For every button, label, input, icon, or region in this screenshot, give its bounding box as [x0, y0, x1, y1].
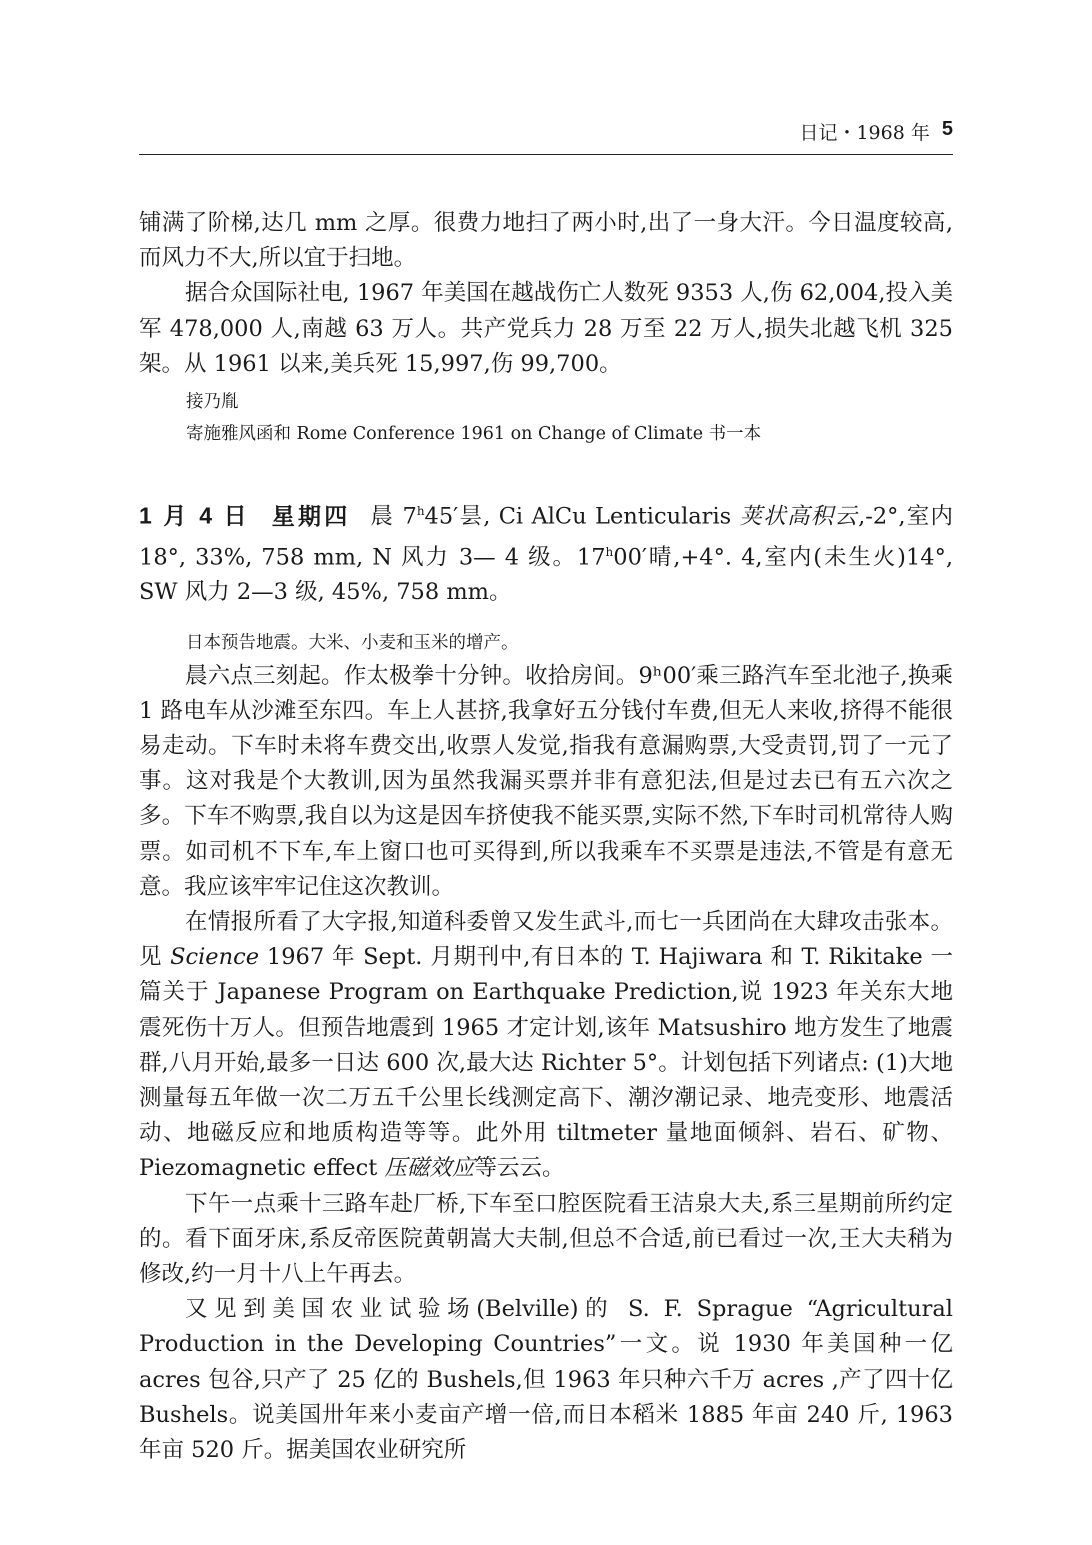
- page-number: 5: [941, 118, 953, 140]
- paragraph-text: 等云云。: [474, 1155, 565, 1182]
- diary-paragraph: 晨六点三刻起。作太极拳十分钟。收拾房间。9ʰ00′乘三路汽车至北池子,换乘 1 路电车从沙滩至东四。车上人甚挤,我拿好五分钱付车费,但无人来收,挤得不能很易走动。下车时未将车费交出,收票人发觉,指我有意漏购票,大受责罚,罚了一元了事。这对我是个大教训,因为虽然我漏买票并非有意犯法,但是过去已有五六次之多。下车不购票,我自以为这是因车挤使我不能买票,实际不然,下车时司机常待人购票。如司机不下车,车上窗口也可买得到,所以我乘车不买票是违法,不管是有意无意。我应该牢牢记住这次教训。: [139, 662, 953, 900]
- margin-note: 接乃胤: [186, 392, 239, 413]
- paragraph-text: 在情报所看了大字报,知道科委曾又发生武斗,而七一兵团尚在大肆攻击张本。见: [139, 909, 953, 971]
- weather-text: ,-2°,室内 18°, 33%, 758 mm, N 风力 3— 4 级。17: [139, 503, 953, 571]
- running-header: [139, 118, 953, 155]
- diary-paragraph: [139, 905, 953, 1187]
- journal-title: Science: [170, 944, 260, 971]
- paragraph-text: 1967 年 Sept. 月期刊中,有日本的 T. Hajiwara 和 T. Rikitake 一篇关于 Japanese Program on Earthquake Prediction,说 1923 年关东大地震死伤十万人。但预告地震到 1965 才定计划,该年 Matsushiro 地方发生了地震群,八月开始,最多一日达 600 次,最大达 Richter 5°。计划包括下列诸点: (1)大地测量每五年做一次二万五千公里长线测定高下、潮汐潮记录、地壳变形、地震活动、地磁反应和地质构造等等。此外用 tiltmeter 量地面倾斜、岩石、矿物、Piezomagnetic effect: [139, 944, 954, 1182]
- entry-date: 1 月 4 日: [139, 502, 250, 529]
- diary-paragraph: 下午一点乘十三路车赴厂桥,下车至口腔医院看王洁泉大夫,系三星期前所约定的。看下面牙床,系反帝医院黄朝嵩大夫制,但总不合适,前已看过一次,王大夫稍为修改,约一月十八上午再去。: [139, 1190, 953, 1288]
- entry-weekday: 星期四: [271, 502, 351, 529]
- running-title: 日记・1968 年: [799, 122, 930, 144]
- weather-superscript: h: [416, 504, 425, 519]
- weather-text: 00′晴,+4°. 4,室内(未生火)14°, SW 风力 2—3 级, 45%, 758 mm。: [139, 544, 953, 606]
- margin-note: 寄施雅风函和 Rome Conference 1961 on Change of Climate 书一本: [186, 424, 762, 445]
- diary-paragraph: 又见到美国农业试验场(Belville)的 S. F. Sprague “Agricultural Production in the Developing Countries”一文。说 1930 年美国种一亿 acres 包谷,只产了 25 亿的 Bushels,但 1963 年只种六千万 acres ,产了四十亿 Bushels。说美国卅年来小麦亩产增一倍,而日本稻米 1885 年亩 240 斤, 1963 年亩 520 斤。据美国农业研究所: [139, 1296, 953, 1464]
- cloud-name-chinese: 荚状高积云: [739, 503, 859, 530]
- diary-entry-heading: [139, 494, 953, 611]
- weather-text: 45′昙, Ci AlCu Lenticularis: [424, 503, 740, 530]
- entry-summary: 日本预告地震。大米、小麦和玉米的增产。: [186, 632, 519, 653]
- continued-paragraph: 铺满了阶梯,达几 mm 之厚。很费力地扫了两小时,出了一身大汗。今日温度较高,而风力不大,所以宜于扫地。: [139, 210, 953, 272]
- page-body: [139, 206, 953, 1468]
- weather-text: 晨 7: [370, 503, 417, 530]
- war-casualties-paragraph: 据合众国际社电, 1967 年美国在越战伤亡人数死 9353 人,伤 62,004,投入美军 478,000 人,南越 63 万人。共产党兵力 28 万至 22 万人,损失北越飞机 325 架。从 1961 以来,美兵死 15,997,伤 99,700。: [139, 280, 953, 377]
- term-chinese: 压磁效应: [384, 1155, 475, 1182]
- weather-superscript: h: [605, 544, 614, 559]
